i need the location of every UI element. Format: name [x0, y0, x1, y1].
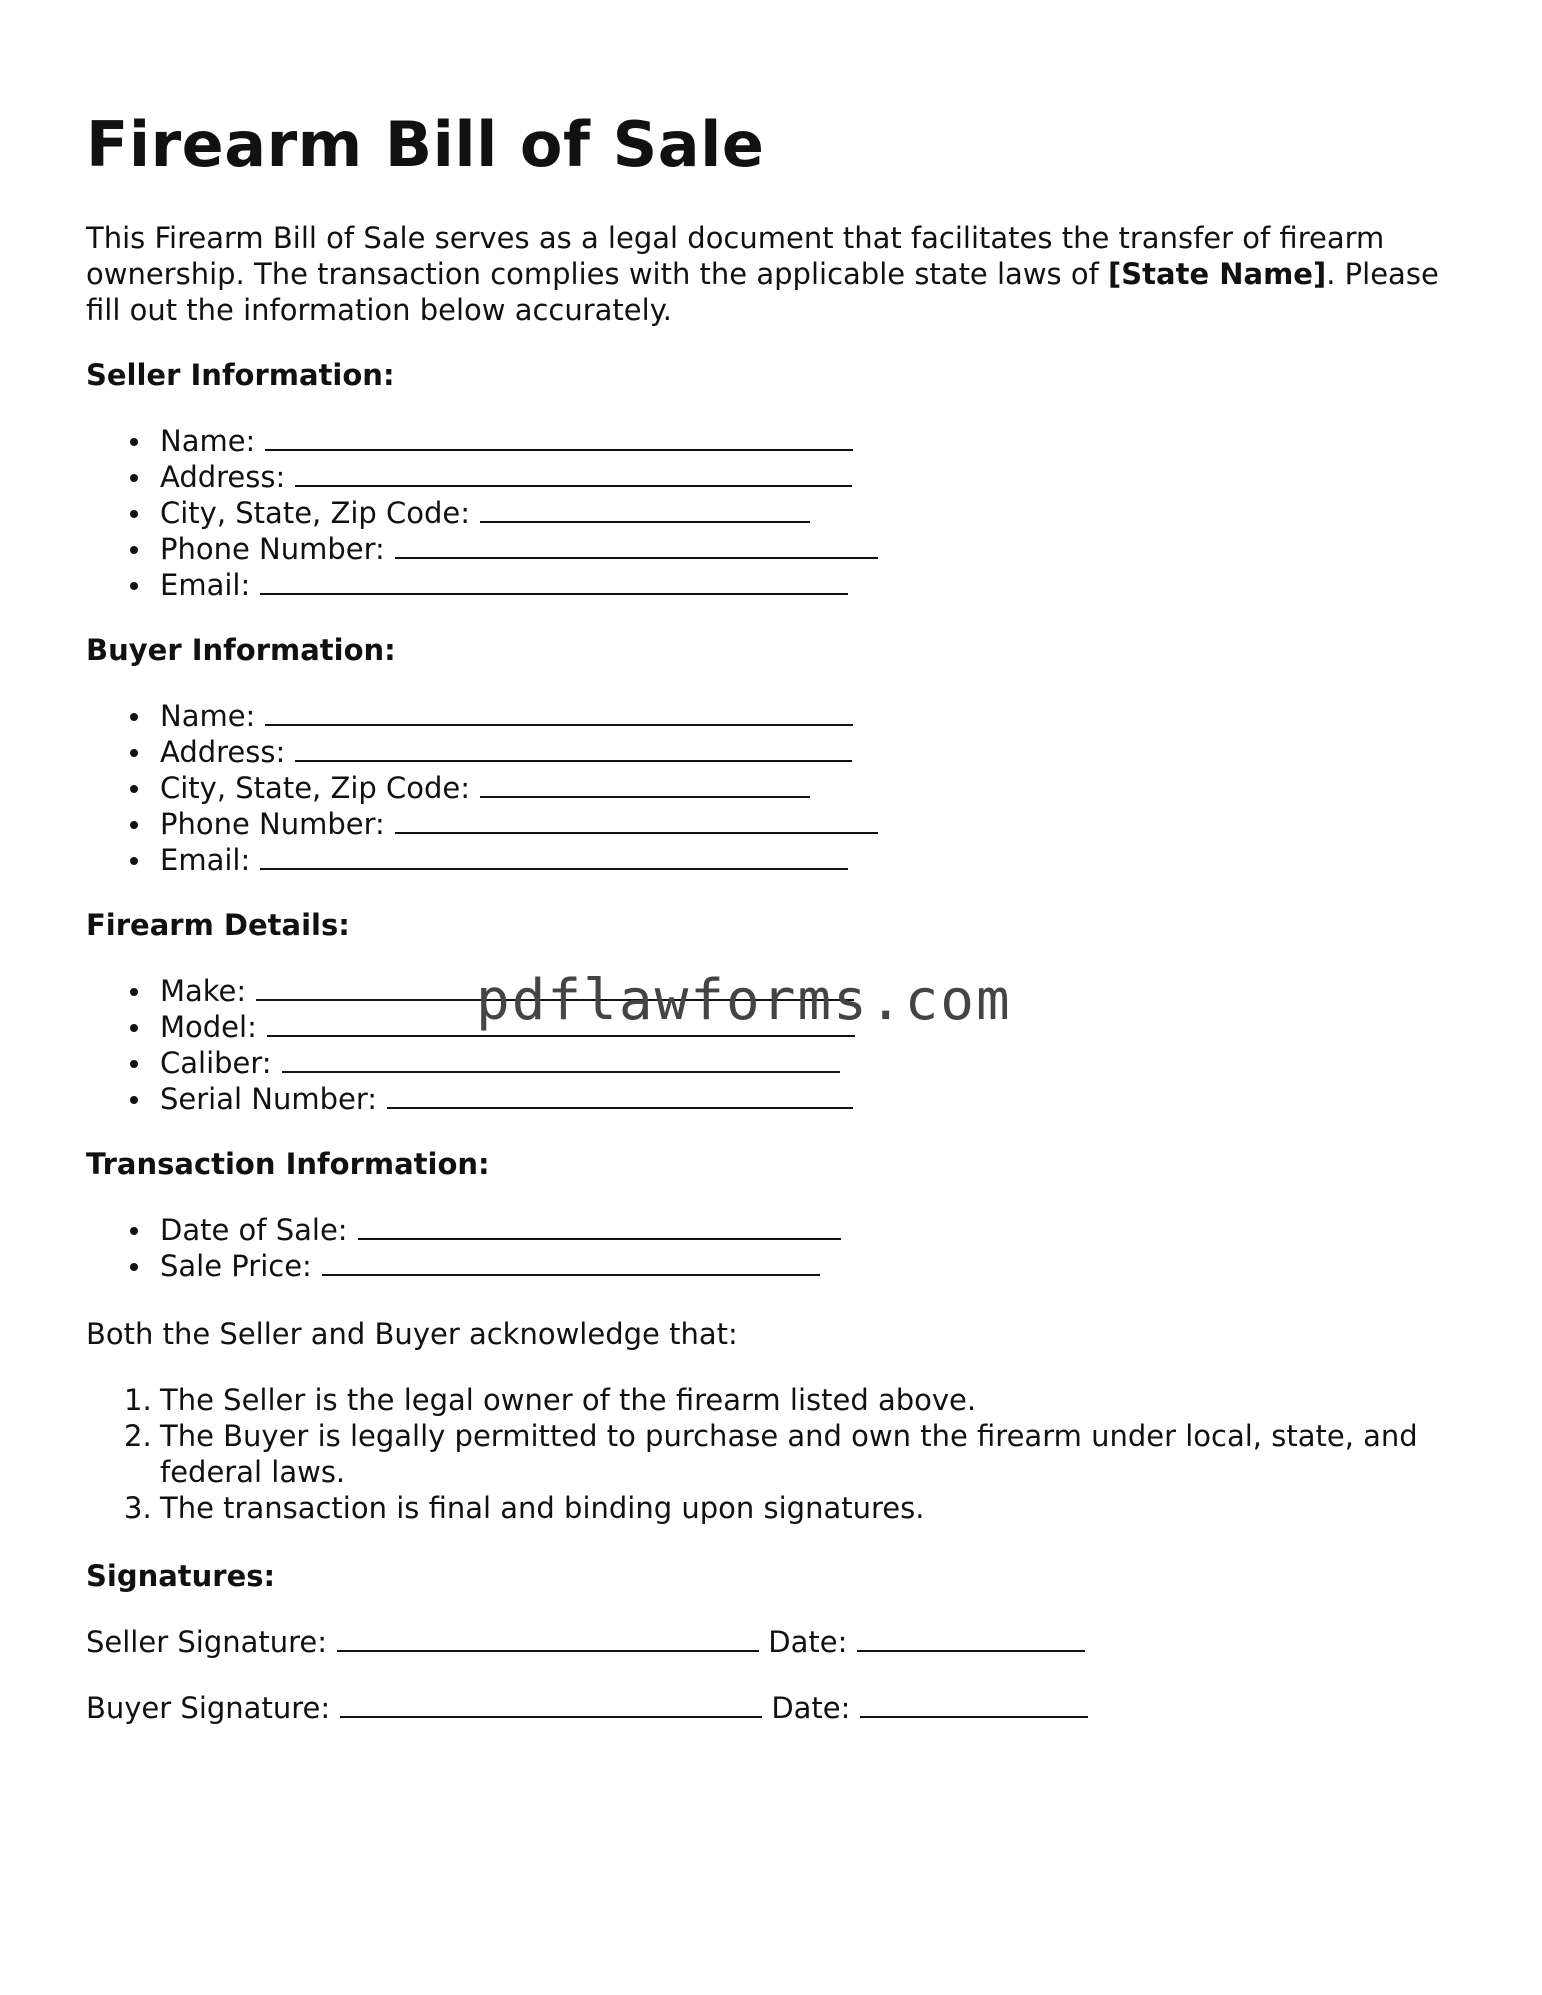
blank-line[interactable] — [282, 1047, 840, 1073]
intro-text-end: . Please fill out the information below accurately. — [86, 257, 1439, 327]
firearm-heading: Firearm Details: — [86, 908, 350, 942]
field-label: Email: — [160, 843, 251, 877]
field-label: Phone Number: — [160, 807, 385, 841]
acknowledge-item-text: The Seller is the legal owner of the firearm listed above. — [160, 1383, 977, 1417]
blank-line[interactable] — [260, 844, 848, 870]
document-title: Firearm Bill of Sale — [86, 108, 765, 181]
acknowledge-list — [86, 1382, 1426, 1526]
intro-text-start: This Firearm Bill of Sale serves as a legal document that facilitates the transfer of firearm ownership. The transaction complies with the applicable state laws of — [86, 221, 1385, 291]
seller-address-field[interactable] — [86, 459, 1456, 495]
seller-signature-line[interactable] — [86, 1624, 1456, 1660]
firearm-caliber-field[interactable] — [86, 1045, 1456, 1081]
blank-line[interactable] — [395, 808, 878, 834]
blank-line[interactable] — [322, 1250, 820, 1276]
acknowledge-item: 1. The Seller is the legal owner of the firearm listed above. — [124, 1383, 977, 1417]
field-label: Address: — [160, 735, 286, 769]
acknowledge-item-text: The Buyer is legally permitted to purchase and own the firearm under local, state, and federal laws. — [160, 1419, 1418, 1489]
buyer-name-field[interactable] — [86, 698, 1456, 734]
field-label: City, State, Zip Code: — [160, 496, 471, 530]
buyer-section — [86, 632, 1456, 878]
signatures-heading: Signatures: — [86, 1559, 276, 1593]
seller-section — [86, 357, 1456, 603]
blank-line[interactable] — [480, 772, 810, 798]
seller-heading: Seller Information: — [86, 358, 395, 392]
acknowledgement-section — [86, 1316, 1456, 1526]
seller-name-field[interactable] — [86, 423, 1456, 459]
blank-line[interactable] — [480, 497, 810, 523]
field-label: Phone Number: — [160, 532, 385, 566]
blank-line[interactable] — [387, 1083, 853, 1109]
buyer-heading: Buyer Information: — [86, 633, 396, 667]
signatures-section — [86, 1558, 1456, 1726]
seller-signature-blank[interactable] — [337, 1626, 759, 1652]
field-label: Name: — [160, 699, 256, 733]
acknowledge-item: 3. The transaction is final and binding upon signatures. — [124, 1491, 925, 1525]
buyer-address-field[interactable] — [86, 734, 1456, 770]
field-label: Date of Sale: — [160, 1213, 348, 1247]
field-label: Make: — [160, 974, 247, 1008]
buyer-fields — [86, 698, 1456, 878]
field-label: Sale Price: — [160, 1249, 312, 1283]
sale-price-field[interactable] — [86, 1248, 1456, 1284]
blank-line[interactable] — [265, 700, 853, 726]
seller-date-label: Date: — [768, 1625, 848, 1659]
seller-fields — [86, 423, 1456, 603]
firearm-serial-number-field[interactable] — [86, 1081, 1456, 1117]
blank-line[interactable] — [358, 1214, 841, 1240]
seller-date-blank[interactable] — [857, 1626, 1085, 1652]
date-of-sale-field[interactable] — [86, 1212, 1456, 1248]
seller-city-state-zip-field[interactable] — [86, 495, 1456, 531]
intro-paragraph — [86, 220, 1456, 328]
buyer-email-field[interactable] — [86, 842, 1456, 878]
seller-email-field[interactable] — [86, 567, 1456, 603]
blank-line[interactable] — [260, 569, 848, 595]
buyer-city-state-zip-field[interactable] — [86, 770, 1456, 806]
seller-phone-field[interactable] — [86, 531, 1456, 567]
buyer-phone-field[interactable] — [86, 806, 1456, 842]
buyer-signature-blank[interactable] — [340, 1692, 762, 1718]
acknowledge-item: 2. The Buyer is legally permitted to purchase and own the firearm under local, state, and federal laws. — [124, 1419, 1418, 1489]
buyer-date-label: Date: — [771, 1691, 851, 1725]
field-label: Email: — [160, 568, 251, 602]
buyer-signature-label: Buyer Signature: — [86, 1691, 331, 1725]
field-label: Caliber: — [160, 1046, 272, 1080]
blank-line[interactable] — [395, 533, 878, 559]
seller-signature-label: Seller Signature: — [86, 1625, 328, 1659]
transaction-heading: Transaction Information: — [86, 1147, 490, 1181]
blank-line[interactable] — [295, 736, 852, 762]
state-name-placeholder: [State Name] — [1108, 257, 1327, 291]
watermark-text: pdflawforms.com — [476, 968, 1012, 1033]
acknowledge-item-text: The transaction is final and binding upon signatures. — [160, 1491, 925, 1525]
transaction-section — [86, 1146, 1456, 1284]
field-label: City, State, Zip Code: — [160, 771, 471, 805]
field-label: Name: — [160, 424, 256, 458]
acknowledge-lead: Both the Seller and Buyer acknowledge that: — [86, 1317, 738, 1351]
buyer-date-blank[interactable] — [860, 1692, 1088, 1718]
field-label: Address: — [160, 460, 286, 494]
blank-line[interactable] — [295, 461, 852, 487]
buyer-signature-line[interactable] — [86, 1690, 1456, 1726]
blank-line[interactable] — [265, 425, 853, 451]
transaction-fields — [86, 1212, 1456, 1284]
field-label: Serial Number: — [160, 1082, 378, 1116]
field-label: Model: — [160, 1010, 257, 1044]
